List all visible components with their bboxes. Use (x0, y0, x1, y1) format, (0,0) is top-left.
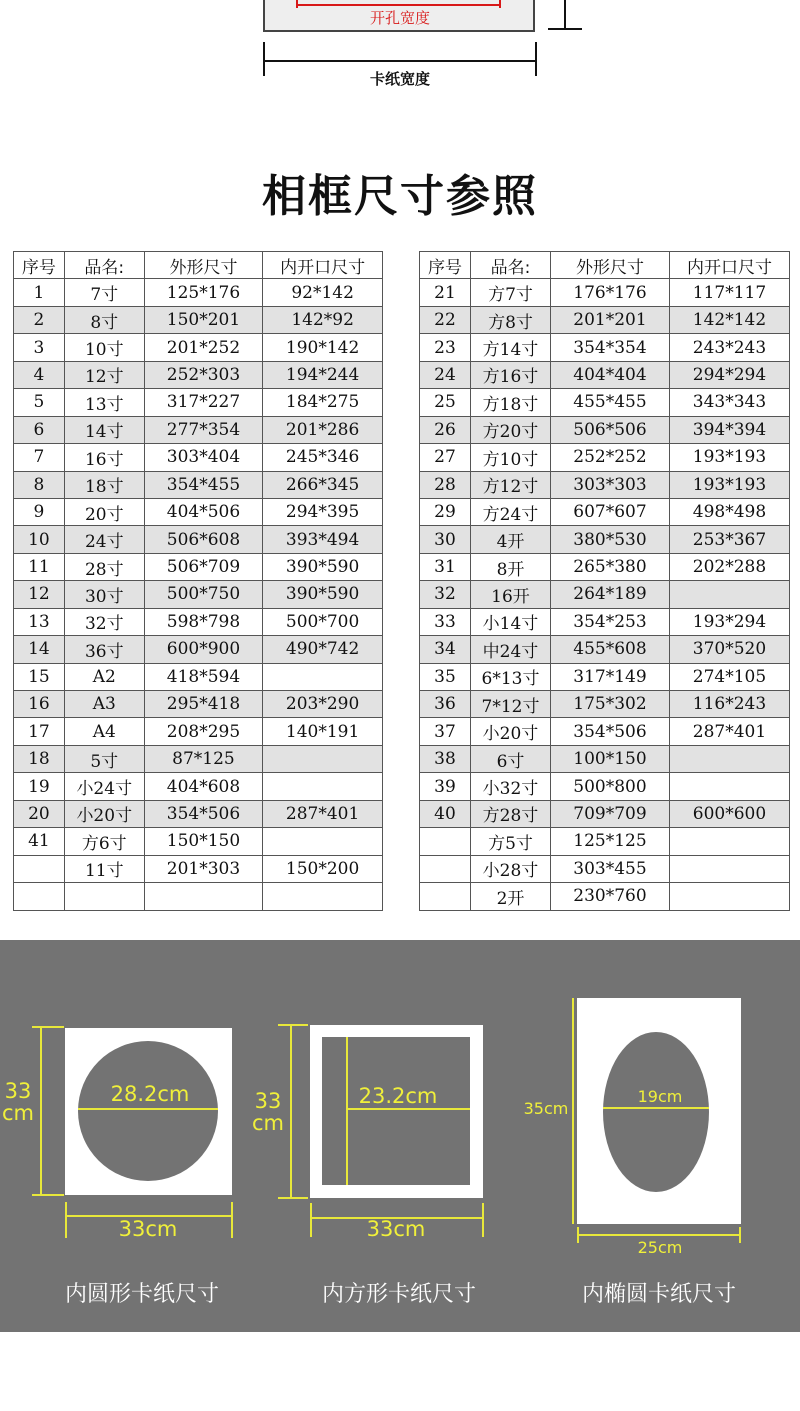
table-cell-no (14, 855, 65, 882)
table-row (420, 691, 790, 718)
table-cell-outer: 418*594 (144, 663, 263, 690)
table-cell-inner: 150*200 (263, 855, 383, 882)
table-cell-inner: 294*294 (670, 361, 790, 388)
table-row (420, 581, 790, 608)
square-width-inner-line (346, 1108, 470, 1110)
table-cell-inner: 500*700 (263, 608, 383, 635)
square-height-tick-top (278, 1024, 308, 1026)
table-cell-outer: 150*201 (144, 306, 263, 333)
table-cell-outer: 303*303 (551, 471, 670, 498)
table-cell-outer: 506*506 (551, 416, 670, 443)
round-height-label: 33 cm (1, 1079, 34, 1125)
table-row (420, 306, 790, 333)
table-cell-inner: 390*590 (263, 553, 383, 580)
table-row (420, 800, 790, 827)
table-cell-outer: 87*125 (144, 745, 263, 772)
table-row (420, 745, 790, 772)
table-row (14, 608, 383, 635)
table-cell-inner: 243*243 (670, 334, 790, 361)
table-row (420, 279, 790, 306)
table-cell-no: 9 (14, 498, 65, 525)
table-cell-name: A2 (64, 663, 144, 690)
mat-examples-panel (0, 940, 800, 1332)
table-cell-outer: 506*709 (144, 553, 263, 580)
table-cell-name: 28寸 (64, 553, 144, 580)
table-cell-no: 27 (420, 444, 471, 471)
table-cell-inner (263, 745, 383, 772)
table-cell-inner: 245*346 (263, 444, 383, 471)
table-cell-outer: 317*149 (551, 663, 670, 690)
table-cell-outer (144, 883, 263, 910)
square-width-tick-left (310, 1203, 312, 1237)
table-cell-inner: 393*494 (263, 526, 383, 553)
table-cell-inner: 142*92 (263, 306, 383, 333)
table-cell-name: 8寸 (64, 306, 144, 333)
table-cell-name: 8开 (471, 553, 551, 580)
square-width-label: 33cm (366, 1217, 426, 1241)
table-cell-name: 32寸 (64, 608, 144, 635)
table-cell-inner: 193*294 (670, 608, 790, 635)
table-cell-inner (670, 581, 790, 608)
table-cell-outer: 303*455 (551, 855, 670, 882)
table-row (14, 334, 383, 361)
table-cell-inner (670, 828, 790, 855)
table-cell-inner: 202*288 (670, 553, 790, 580)
table-cell-no: 24 (420, 361, 471, 388)
table-cell-inner: 201*286 (263, 416, 383, 443)
table-header-row (420, 252, 790, 279)
table-cell-name: 7寸 (64, 279, 144, 306)
table-cell-inner: 117*117 (670, 279, 790, 306)
table-cell-inner (670, 745, 790, 772)
table-row (14, 691, 383, 718)
card-width-tick-right (535, 42, 537, 76)
table-cell-name: 方24寸 (471, 498, 551, 525)
table-cell-inner: 140*191 (263, 718, 383, 745)
table-cell-name: 小20寸 (64, 800, 144, 827)
oval-width-tick-left (577, 1227, 579, 1243)
table-cell-no: 40 (420, 800, 471, 827)
table-cell-name: 10寸 (64, 334, 144, 361)
table-cell-outer: 201*252 (144, 334, 263, 361)
table-cell-inner: 184*275 (263, 389, 383, 416)
table-row (420, 526, 790, 553)
table-cell-outer: 354*506 (551, 718, 670, 745)
hole-width-label: 开孔宽度 (369, 9, 430, 27)
table-cell-no: 6 (14, 416, 65, 443)
table-cell-no: 15 (14, 663, 65, 690)
table-cell-no: 37 (420, 718, 471, 745)
table-row (420, 553, 790, 580)
table-header-cell: 品名: (471, 252, 551, 279)
table-cell-outer: 175*302 (551, 691, 670, 718)
table-row (14, 389, 383, 416)
table-row (14, 855, 383, 882)
table-row (14, 361, 383, 388)
table-cell-no (420, 828, 471, 855)
table-cell-name: 方6寸 (64, 828, 144, 855)
table-row (14, 636, 383, 663)
table-cell-no: 2 (14, 306, 65, 333)
table-cell-outer: 295*418 (144, 691, 263, 718)
table-cell-outer: 354*354 (551, 334, 670, 361)
round-width-label: 33cm (118, 1217, 178, 1241)
table-header-cell: 内开口尺寸 (263, 252, 383, 279)
side-bracket (548, 0, 582, 32)
table-cell-name: 方20寸 (471, 416, 551, 443)
table-cell-outer: 208*295 (144, 718, 263, 745)
table-cell-no (14, 883, 65, 910)
round-diameter-line (78, 1108, 218, 1110)
table-row (420, 444, 790, 471)
table-row (420, 855, 790, 882)
square-inner-label: 23.2cm (358, 1084, 438, 1108)
table-cell-name: 方7寸 (471, 279, 551, 306)
table-cell-inner: 498*498 (670, 498, 790, 525)
table-cell-no: 34 (420, 636, 471, 663)
card-width-line (263, 60, 537, 62)
oval-width-inner-line (603, 1107, 709, 1109)
table-cell-name: 方14寸 (471, 334, 551, 361)
table-cell-no: 13 (14, 608, 65, 635)
table-cell-outer: 277*354 (144, 416, 263, 443)
table-cell-inner (263, 773, 383, 800)
table-cell-inner: 343*343 (670, 389, 790, 416)
table-cell-outer: 500*750 (144, 581, 263, 608)
table-cell-no: 5 (14, 389, 65, 416)
table-cell-inner (670, 883, 790, 910)
table-cell-no (420, 855, 471, 882)
table-header-row (14, 252, 383, 279)
table-cell-name: 小32寸 (471, 773, 551, 800)
table-cell-inner: 294*395 (263, 498, 383, 525)
table-cell-outer: 150*150 (144, 828, 263, 855)
frame-size-table-right (419, 251, 790, 911)
card-hole-diagram (0, 0, 800, 110)
table-cell-inner: 193*193 (670, 444, 790, 471)
table-cell-no: 14 (14, 636, 65, 663)
table-row (14, 306, 383, 333)
square-mat-caption: 内方形卡纸尺寸 (321, 1282, 476, 1307)
table-cell-no: 21 (420, 279, 471, 306)
table-row (420, 608, 790, 635)
table-cell-no: 7 (14, 444, 65, 471)
round-diameter-label: 28.2cm (110, 1082, 190, 1106)
table-cell-name: 小28寸 (471, 855, 551, 882)
table-cell-name: 18寸 (64, 471, 144, 498)
table-cell-name: 方18寸 (471, 389, 551, 416)
table-cell-outer: 380*530 (551, 526, 670, 553)
table-row (14, 553, 383, 580)
table-cell-no: 22 (420, 306, 471, 333)
table-cell-inner (263, 883, 383, 910)
table-cell-outer: 252*303 (144, 361, 263, 388)
table-cell-outer: 709*709 (551, 800, 670, 827)
table-cell-name: 7*12寸 (471, 691, 551, 718)
table-cell-name: 小20寸 (471, 718, 551, 745)
table-header-cell: 品名: (64, 252, 144, 279)
table-cell-inner: 394*394 (670, 416, 790, 443)
table-cell-outer: 404*404 (551, 361, 670, 388)
table-cell-inner (263, 663, 383, 690)
table-cell-outer: 176*176 (551, 279, 670, 306)
table-cell-outer: 252*252 (551, 444, 670, 471)
table-cell-inner: 370*520 (670, 636, 790, 663)
table-cell-outer: 100*150 (551, 745, 670, 772)
round-width-tick-right (231, 1202, 233, 1238)
table-cell-name: 11寸 (64, 855, 144, 882)
table-cell-inner: 600*600 (670, 800, 790, 827)
table-row (420, 718, 790, 745)
table-cell-no: 26 (420, 416, 471, 443)
table-cell-no: 25 (420, 389, 471, 416)
square-height-label: 33 cm (251, 1089, 284, 1135)
round-hole (78, 1041, 218, 1181)
table-cell-no: 18 (14, 745, 65, 772)
table-cell-outer: 404*608 (144, 773, 263, 800)
table-cell-no: 38 (420, 745, 471, 772)
table-cell-inner: 274*105 (670, 663, 790, 690)
table-cell-no: 11 (14, 553, 65, 580)
table-cell-inner (670, 773, 790, 800)
table-cell-no: 28 (420, 471, 471, 498)
table-cell-no: 32 (420, 581, 471, 608)
table-cell-no: 36 (420, 691, 471, 718)
oval-width-label: 25cm (637, 1238, 683, 1257)
table-cell-outer: 264*189 (551, 581, 670, 608)
table-cell-name: 中24寸 (471, 636, 551, 663)
hole-width-tick-left (296, 0, 298, 8)
table-cell-name: 24寸 (64, 526, 144, 553)
table-header-cell: 外形尺寸 (551, 252, 670, 279)
table-cell-name: 20寸 (64, 498, 144, 525)
table-cell-name: 14寸 (64, 416, 144, 443)
table-cell-inner (263, 828, 383, 855)
table-cell-outer: 201*303 (144, 855, 263, 882)
page-title: 相框尺寸参照 (262, 171, 538, 222)
table-cell-name: 方8寸 (471, 306, 551, 333)
table-row (14, 279, 383, 306)
table-row (14, 471, 383, 498)
table-cell-inner: 287*401 (670, 718, 790, 745)
card-width-label: 卡纸宽度 (369, 70, 430, 88)
table-cell-no: 1 (14, 279, 65, 306)
oval-inner-label: 19cm (637, 1087, 683, 1106)
table-cell-name: 方5寸 (471, 828, 551, 855)
table-cell-no: 31 (420, 553, 471, 580)
square-height-tick-bottom (278, 1197, 308, 1199)
table-cell-outer: 201*201 (551, 306, 670, 333)
table-row (420, 663, 790, 690)
table-row (420, 471, 790, 498)
table-cell-no: 10 (14, 526, 65, 553)
table-cell-inner: 142*142 (670, 306, 790, 333)
oval-mat-caption: 内椭圆卡纸尺寸 (581, 1282, 736, 1307)
square-hole (322, 1037, 470, 1185)
square-inner-left-line (346, 1037, 348, 1185)
hole-width-line (296, 4, 501, 6)
square-width-tick-right (482, 1203, 484, 1237)
table-cell-no: 39 (420, 773, 471, 800)
oval-height-label: 35cm (523, 1099, 569, 1118)
table-row (14, 773, 383, 800)
table-cell-name: 30寸 (64, 581, 144, 608)
table-cell-outer: 125*176 (144, 279, 263, 306)
table-cell-name: 16开 (471, 581, 551, 608)
table-row (14, 745, 383, 772)
table-cell-outer: 317*227 (144, 389, 263, 416)
table-cell-outer: 600*900 (144, 636, 263, 663)
table-cell-inner: 190*142 (263, 334, 383, 361)
table-cell-outer: 506*608 (144, 526, 263, 553)
table-cell-name: 方28寸 (471, 800, 551, 827)
table-row (420, 636, 790, 663)
table-row (420, 828, 790, 855)
table-cell-no: 33 (420, 608, 471, 635)
table-cell-no: 8 (14, 471, 65, 498)
table-row (14, 718, 383, 745)
table-cell-outer: 354*506 (144, 800, 263, 827)
table-row (14, 416, 383, 443)
table-row (420, 416, 790, 443)
table-cell-outer: 230*760 (551, 883, 670, 910)
oval-width-line (577, 1234, 741, 1236)
table-row (14, 828, 383, 855)
round-mat-caption: 内圆形卡纸尺寸 (64, 1282, 219, 1307)
table-cell-name: A4 (64, 718, 144, 745)
table-cell-outer: 455*455 (551, 389, 670, 416)
table-cell-outer: 354*253 (551, 608, 670, 635)
table-header-cell: 外形尺寸 (144, 252, 263, 279)
table-row (420, 334, 790, 361)
table-row (14, 883, 383, 910)
table-cell-outer: 265*380 (551, 553, 670, 580)
table-cell-inner: 390*590 (263, 581, 383, 608)
table-cell-inner: 92*142 (263, 279, 383, 306)
table-cell-name: 小24寸 (64, 773, 144, 800)
round-width-tick-left (65, 1202, 67, 1238)
table-cell-no: 20 (14, 800, 65, 827)
table-cell-name: 36寸 (64, 636, 144, 663)
table-cell-inner: 490*742 (263, 636, 383, 663)
table-cell-name: 16寸 (64, 444, 144, 471)
table-cell-name: 5寸 (64, 745, 144, 772)
table-header-cell: 内开口尺寸 (670, 252, 790, 279)
table-row (14, 581, 383, 608)
round-height-tick-top (32, 1026, 64, 1028)
table-cell-name: 方10寸 (471, 444, 551, 471)
table-row (14, 663, 383, 690)
table-row (420, 883, 790, 910)
table-row (14, 800, 383, 827)
frame-size-table-left (13, 251, 383, 911)
card-width-tick-left (263, 42, 265, 76)
table-cell-outer: 500*800 (551, 773, 670, 800)
table-cell-inner (670, 855, 790, 882)
round-height-tick-bottom (32, 1194, 64, 1196)
table-cell-no: 16 (14, 691, 65, 718)
table-cell-no: 23 (420, 334, 471, 361)
table-row (14, 526, 383, 553)
table-cell-no: 4 (14, 361, 65, 388)
table-cell-name: 6寸 (471, 745, 551, 772)
oval-height-line (572, 998, 574, 1224)
table-cell-name: 2开 (471, 883, 551, 910)
table-row (420, 498, 790, 525)
table-cell-name: A3 (64, 691, 144, 718)
round-height-line (40, 1028, 42, 1195)
table-cell-no: 3 (14, 334, 65, 361)
table-cell-no: 29 (420, 498, 471, 525)
table-cell-inner: 253*367 (670, 526, 790, 553)
table-cell-name: 13寸 (64, 389, 144, 416)
table-cell-no: 12 (14, 581, 65, 608)
table-cell-no: 30 (420, 526, 471, 553)
table-row (420, 361, 790, 388)
table-cell-no: 35 (420, 663, 471, 690)
table-cell-name: 方16寸 (471, 361, 551, 388)
table-cell-outer: 125*125 (551, 828, 670, 855)
table-header-cell: 序号 (420, 252, 471, 279)
table-cell-outer: 303*404 (144, 444, 263, 471)
square-height-line (290, 1025, 292, 1198)
table-row (14, 444, 383, 471)
table-cell-no: 41 (14, 828, 65, 855)
table-cell-name: 小14寸 (471, 608, 551, 635)
table-cell-no: 19 (14, 773, 65, 800)
table-row (420, 389, 790, 416)
table-cell-name (64, 883, 144, 910)
table-cell-inner: 194*244 (263, 361, 383, 388)
oval-hole (603, 1032, 709, 1192)
table-cell-outer: 354*455 (144, 471, 263, 498)
table-cell-name: 6*13寸 (471, 663, 551, 690)
table-cell-inner: 287*401 (263, 800, 383, 827)
table-cell-outer: 404*506 (144, 498, 263, 525)
table-cell-inner: 116*243 (670, 691, 790, 718)
table-cell-outer: 455*608 (551, 636, 670, 663)
table-cell-outer: 607*607 (551, 498, 670, 525)
table-cell-name: 12寸 (64, 361, 144, 388)
table-header-cell: 序号 (14, 252, 65, 279)
table-cell-inner: 193*193 (670, 471, 790, 498)
table-cell-no: 17 (14, 718, 65, 745)
table-cell-no (420, 883, 471, 910)
table-cell-outer: 598*798 (144, 608, 263, 635)
table-row (14, 498, 383, 525)
table-cell-inner: 266*345 (263, 471, 383, 498)
table-cell-inner: 203*290 (263, 691, 383, 718)
oval-width-tick-right (739, 1227, 741, 1243)
table-cell-name: 方12寸 (471, 471, 551, 498)
table-row (420, 773, 790, 800)
table-cell-name: 4开 (471, 526, 551, 553)
